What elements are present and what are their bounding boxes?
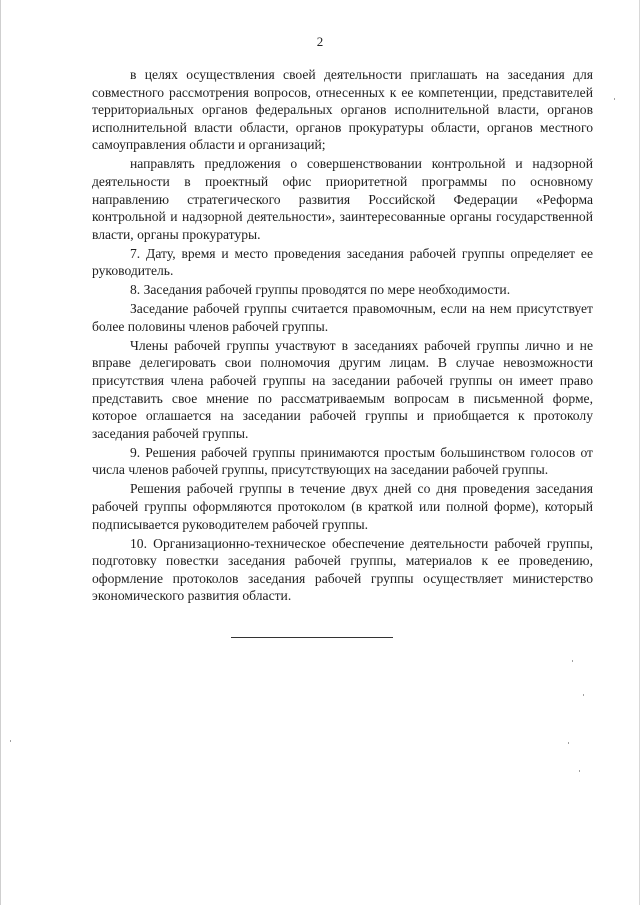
paragraph-protocol: Решения рабочей группы в течение двух дней со дня проведения заседания рабочей группы оформляются протоколом (в краткой или полной форме), который подписывается руководителем рабочей группы. [92,481,593,532]
paragraph-item-7: 7. Дату, время и место проведения заседания рабочей группы определяет ее руководитель. [92,245,593,279]
scan-speck [568,742,569,744]
paragraph-item-9: 9. Решения рабочей группы принимаются простым большинством голосов от числа членов рабочей группы, присутствующих на заседании рабочей группы. [92,444,593,478]
scan-speck [583,694,584,696]
scan-speck [572,660,573,662]
paragraph-item-8: 8. Заседания рабочей группы проводятся по мере необходимости. [130,282,511,298]
paragraph-invite-representatives: в целях осуществления своей деятельности приглашать на заседания для совместного рассмотрения вопросов, отнесенных к ее компетенции, представителей территориальных органов федеральных органов исполнительной власти, органов исполнительной власти области, органов прокуратуры области, органов местного самоуправления области и организаций; [92,67,593,153]
closing-rule [231,637,393,638]
paragraph-personal-participation: Члены рабочей группы участвуют в заседаниях рабочей группы лично и не вправе делегировать свои полномочия другим лицам. В случае невозможности присутствия члена рабочей группы на заседании рабочей группы он имеет право представить свое мнение по рассматриваемым вопросам в письменной форме, которое оглашается на заседании рабочей группы и приобщается к протоколу заседания рабочей группы. [92,337,593,441]
document-body [92,66,593,606]
scan-speck [579,770,580,772]
paragraph-send-proposals: направлять предложения о совершенствовании контрольной и надзорной деятельности в проектный офис приоритетной программы по основному направлению стратегического развития Российской Федерации «Реформа контрольной и надзорной деятельности», заинтересованные органы государственной власти, органы прокуратуры. [92,156,593,242]
scan-speck [614,98,615,100]
paragraph-quorum: Заседание рабочей группы считается правомочным, если на нем присутствует более половины членов рабочей группы. [92,301,593,334]
scan-speck [10,740,11,742]
paragraph-item-10: 10. Организационно-техническое обеспечение деятельности рабочей группы, подготовку повестки заседания рабочей группы, материалов к ее проведению, оформление протоколов заседания рабочей группы осуществляет министерство экономического развития области. [92,535,593,604]
scan-edge-left [0,0,1,905]
page-number: 2 [316,34,324,49]
